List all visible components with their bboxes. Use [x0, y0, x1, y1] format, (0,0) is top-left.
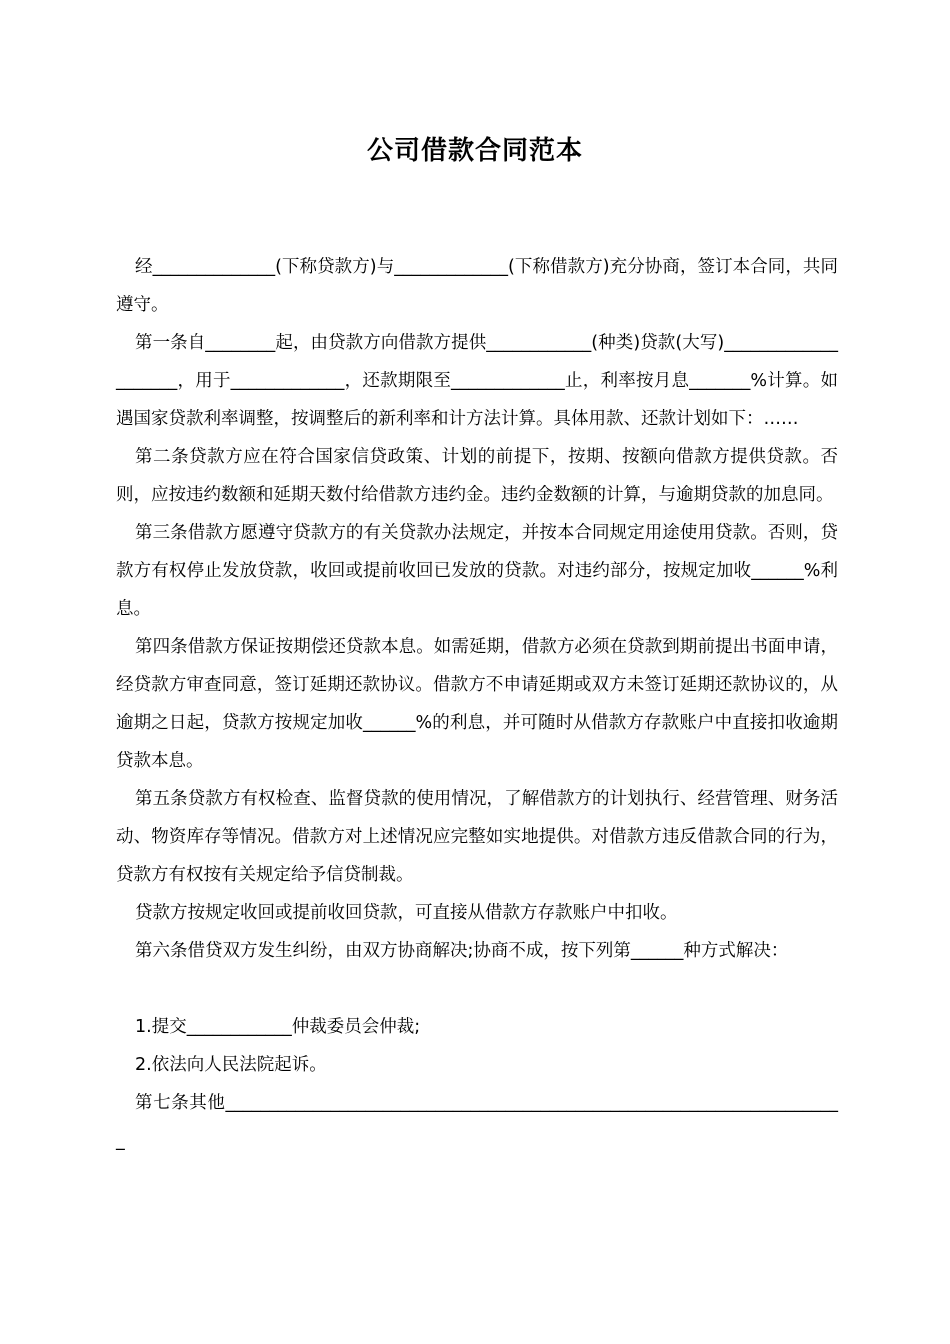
- article-6-paragraph: 第六条借贷双方发生纠纷，由双方协商解决;协商不成，按下列第______种方式解决：: [135, 941, 789, 961]
- intro-paragraph: 经______________(下称贷款方)与_____________(下称借款方)充分协商，签订本合同，共同遵守。: [116, 257, 838, 315]
- article-1-paragraph: 第一条自________起，由贷款方向借款方提供____________(种类)贷款(大写)____________________，用于_____________，还款期限至_____________止，利率按月息_______%计算。如遇国家贷款利率调整，按调整后的新利率和计方法计算。具体用款、还款计划如下：……: [116, 333, 838, 429]
- document-body: [116, 248, 838, 1160]
- option-litigation: 2.依法向人民法院起诉。: [135, 1055, 327, 1075]
- article-4-paragraph: 第四条借款方保证按期偿还贷款本息。如需延期，借款方必须在贷款到期前提出书面申请，经贷款方审查同意，签订延期还款协议。借款方不申请延期或双方未签订延期还款协议的，从逾期之日起，贷款方按规定加收______%的利息，并可随时从借款方存款账户中直接扣收逾期贷款本息。: [116, 637, 838, 771]
- article-5-paragraph: 第五条贷款方有权检查、监督贷款的使用情况，了解借款方的计划执行、经营管理、财务活动、物资库存等情况。借款方对上述情况应完整如实地提供。对借款方违反借款合同的行为，贷款方有权按有关规定给予信贷制裁。: [116, 789, 838, 885]
- document-title: 公司借款合同范本: [366, 136, 583, 166]
- blank-spacer: [116, 970, 838, 1008]
- article-3-paragraph: 第三条借款方愿遵守贷款方的有关贷款办法规定，并按本合同规定用途使用贷款。否则，贷款方有权停止发放贷款，收回或提前收回已发放的贷款。对违约部分，按规定加收______%利息。: [116, 523, 838, 619]
- article-5-supplement-paragraph: 贷款方按规定收回或提前收回贷款，可直接从借款方存款账户中扣收。: [135, 903, 678, 923]
- article-2-paragraph: 第二条贷款方应在符合国家信贷政策、计划的前提下，按期、按额向借款方提供贷款。否则，应按违约数额和延期天数付给借款方违约金。违约金数额的计算，与逾期贷款的加息同。: [116, 447, 838, 505]
- option-arbitration: 1.提交____________仲裁委员会仲裁;: [135, 1017, 421, 1037]
- article-7-paragraph: 第七条其他_______________________________________________________________________: [116, 1093, 838, 1151]
